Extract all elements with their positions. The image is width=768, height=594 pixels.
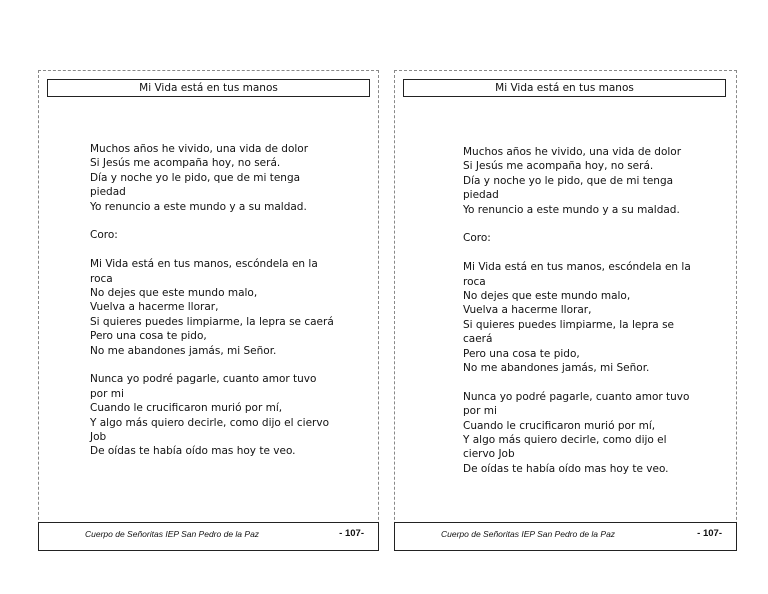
lyric-line: Nunca yo podré pagarle, cuanto amor tuvo (463, 390, 690, 403)
lyric-line: roca (463, 275, 486, 288)
lyric-line: Muchos años he vivido, una vida de dolor (90, 143, 309, 155)
stanza-gap (463, 375, 696, 389)
stanza-gap (90, 214, 342, 228)
lyric-line: Y algo más quiero decirle, como dijo el (463, 434, 667, 447)
page-left (38, 70, 379, 550)
lyric-line: Coro: (90, 229, 118, 242)
lyric-line: No dejes que este mundo malo, (90, 287, 258, 300)
lyric-line: Vuelva a hacerme llorar, (463, 304, 592, 317)
lyric-line: Día y noche yo le pido, que de mi tenga (90, 171, 301, 184)
stanza-gap (463, 246, 696, 260)
lyric-line: Si Jesús me acompaña hoy, no será. (463, 160, 654, 173)
lyric-line: por mi (463, 405, 497, 418)
lyric-line: Vuelva a hacerme llorar, (90, 301, 219, 314)
page-number: - 107- (339, 528, 364, 539)
lyric-line: caerá (463, 333, 493, 346)
lyric-line: Si Jesús me acompaña hoy, no será. (90, 157, 281, 170)
lyric-line: Mi Vida está en tus manos, escóndela en la (463, 261, 691, 274)
lyrics-block (463, 145, 696, 476)
lyric-line: Nunca yo podré pagarle, cuanto amor tuvo (90, 373, 317, 386)
lyric-line: Cuando le crucificaron murió por mí, (90, 402, 283, 415)
lyric-line: por mi (90, 387, 124, 400)
footer-text: Cuerpo de Señoritas IEP San Pedro de la Paz (85, 529, 260, 539)
page-footer (38, 522, 379, 551)
page-right (394, 70, 737, 550)
lyric-line: Yo renuncio a este mundo y a su maldad. (90, 200, 307, 213)
stanza-gap (463, 217, 696, 231)
lyric-line: ciervo Job (463, 448, 515, 461)
lyric-line: De oídas te había oído mas hoy te veo. (90, 445, 296, 458)
lyric-line: Coro: (463, 232, 491, 245)
page-title: Mi Vida está en tus manos (403, 79, 726, 97)
lyric-line: Si quieres puedes limpiarme, la lepra se (463, 318, 675, 331)
lyric-line: Mi Vida está en tus manos, escóndela en la (90, 258, 318, 271)
lyric-line: Yo renuncio a este mundo y a su maldad. (463, 203, 680, 216)
lyric-line: Y algo más quiero decirle, como dijo el ciervo (90, 416, 329, 429)
lyric-line: Si quieres puedes limpiarme, la lepra se caerá (90, 315, 334, 328)
lyrics-block (90, 142, 342, 459)
lyric-line: Pero una cosa te pido, (463, 347, 580, 360)
lyric-line: Job (90, 431, 107, 444)
lyric-line: roca (90, 272, 113, 285)
page-number: - 107- (697, 528, 722, 539)
stanza-gap (90, 243, 342, 257)
page-footer (394, 522, 737, 551)
stanza-gap (90, 358, 342, 372)
lyric-line: Día y noche yo le pido, que de mi tenga (463, 174, 674, 187)
page-title: Mi Vida está en tus manos (47, 79, 370, 97)
lyric-line: De oídas te había oído mas hoy te veo. (463, 462, 669, 475)
lyric-line: Cuando le crucificaron murió por mí, (463, 419, 656, 432)
lyric-line: No me abandones jamás, mi Señor. (90, 344, 277, 357)
footer-text: Cuerpo de Señoritas IEP San Pedro de la Paz (441, 529, 616, 539)
lyric-line: piedad (463, 189, 499, 202)
lyric-line: piedad (90, 186, 126, 199)
lyric-line: Muchos años he vivido, una vida de dolor (463, 146, 682, 158)
lyric-line: Pero una cosa te pido, (90, 330, 207, 343)
lyric-line: No dejes que este mundo malo, (463, 290, 631, 303)
lyric-line: No me abandones jamás, mi Señor. (463, 362, 650, 375)
